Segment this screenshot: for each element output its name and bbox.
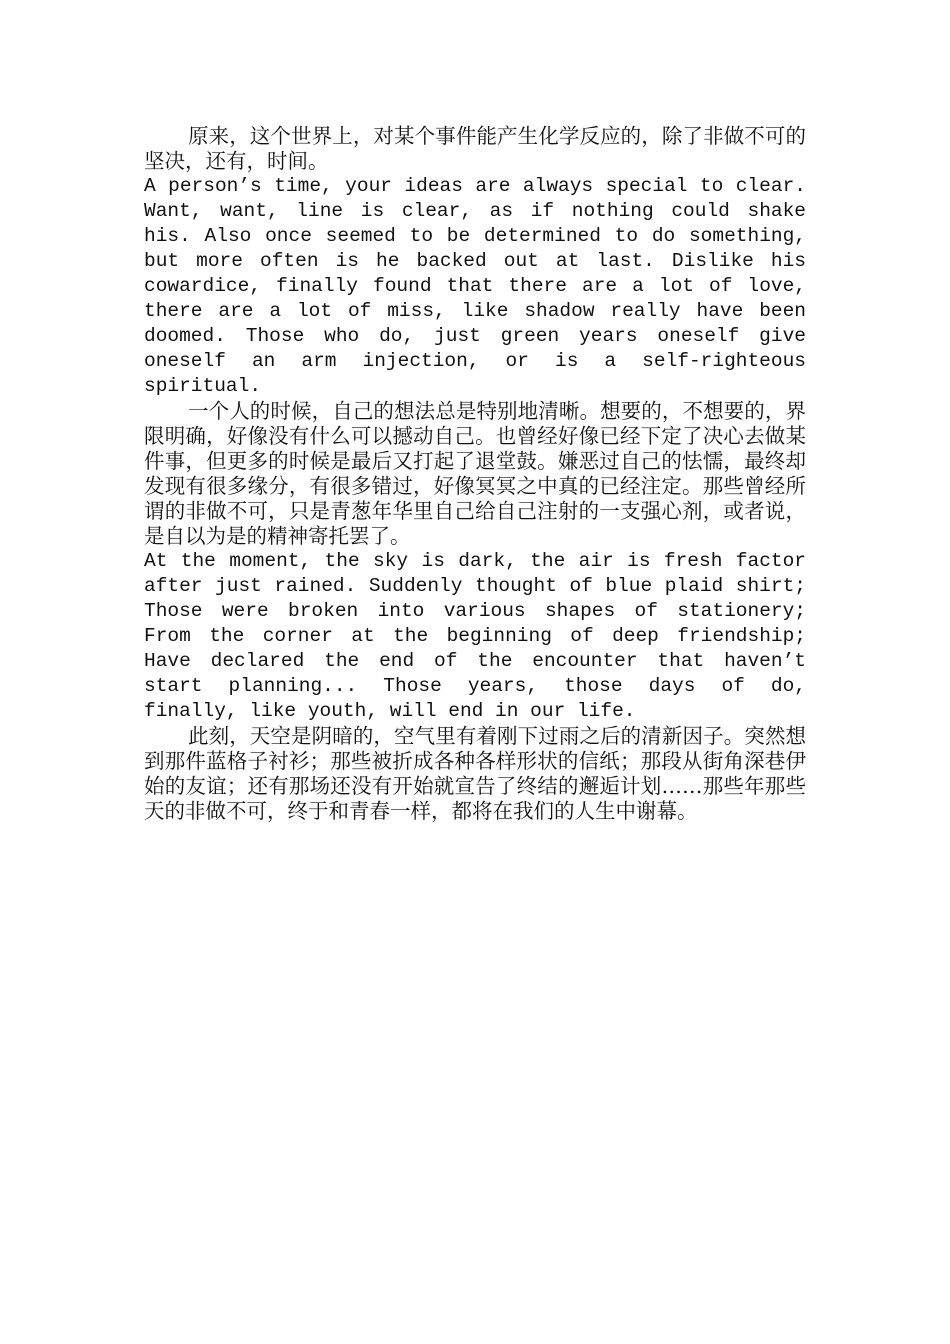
document-body (144, 124, 806, 824)
paragraph-en-2: At the moment, the sky is dark, the air is fresh factor after just rained. Suddenly thought of blue plaid shirt; Those were broken into various shapes of stationery; From the corner at the beginning of deep friendship; Have declared the end of the encounter that haven’t start planning... Those years, those days of do, finally, like youth, will end in our life. (144, 550, 806, 722)
paragraph-zh-2: 一个人的时候，自己的想法总是特别地清晰。想要的，不想要的，界限明确，好像没有什么可以撼动自己。也曾经好像已经下定了决心去做某件事，但更多的时候是最后又打起了退堂鼓。嫌恶过自己的怯懦，最终却发现有很多缘分，有很多错过，好像冥冥之中真的已经注定。那些曾经所谓的非做不可，只是青葱年华里自己给自己注射的一支强心剂，或者说，是自以为是的精神寄托罢了。 (144, 399, 806, 548)
paragraph-en-1: A person’s time, your ideas are always special to clear. Want, want, line is clear, as if nothing could shake his. Also once seemed to be determined to do something, but more often is he backed out at last. Dislike his cowardice, finally found that there are a lot of love, there are a lot of miss, like shadow really have been doomed. Those who do, just green years oneself give oneself an arm injection, or is a self-righteous spiritual. (144, 175, 806, 397)
paragraph-zh-1: 原来，这个世界上，对某个事件能产生化学反应的，除了非做不可的坚决，还有，时间。 (144, 124, 806, 173)
paragraph-zh-3: 此刻，天空是阴暗的，空气里有着刚下过雨之后的清新因子。突然想到那件蓝格子衬衫；那些被折成各种各样形状的信纸；那段从街角深巷伊始的友谊；还有那场还没有开始就宣告了终结的邂逅计划……那些年那些天的非做不可，终于和青春一样，都将在我们的人生中谢幕。 (144, 724, 806, 823)
